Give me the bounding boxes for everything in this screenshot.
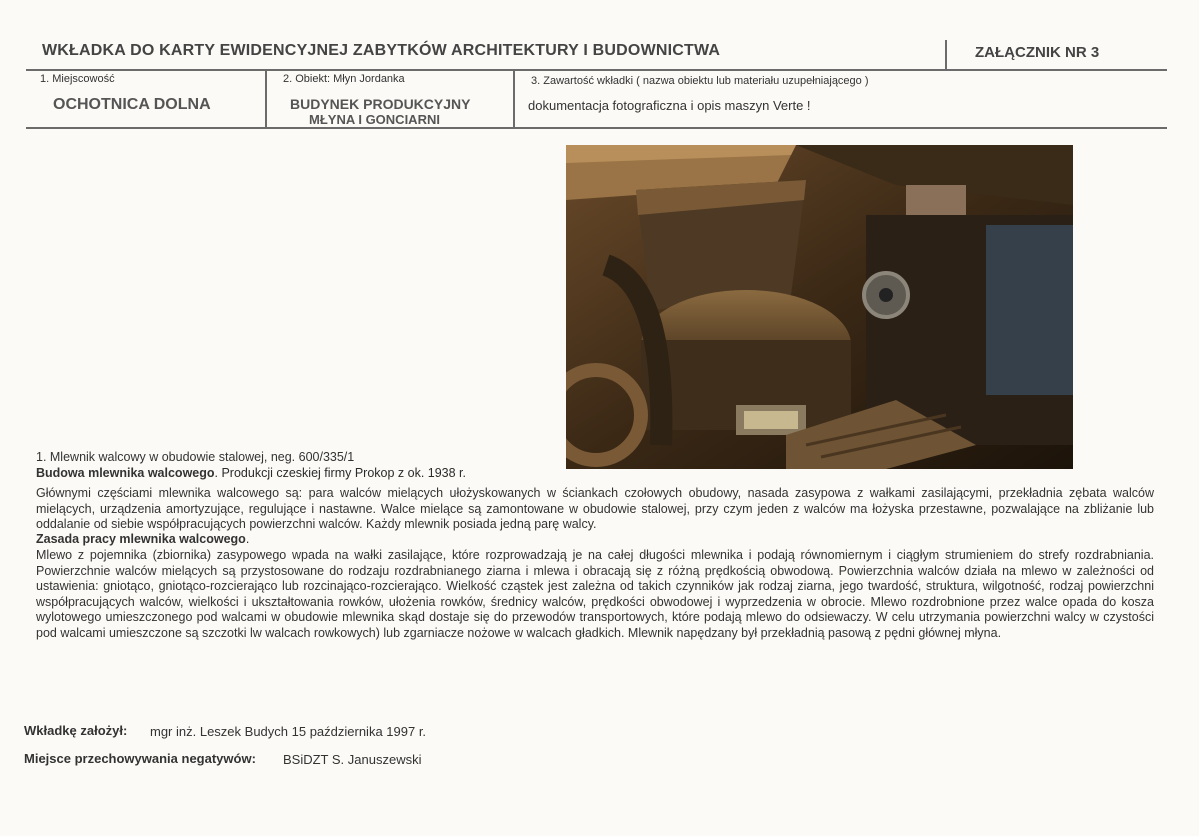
principle-heading (36, 532, 249, 546)
annex-number: ZAŁĄCZNIK NR 3 (975, 44, 1100, 61)
header-divider (945, 40, 947, 70)
construction-paragraph: Głównymi częściami mlewnika walcowego są: para walców mielących ułożyskowanych w ściankach czołowych obudowy, nasada zasypowa z wałkami zasilającymi, przekładnia zębata walców mielących, urządzenia amortyzujące, regulujące i nastawne. Walce mielące są zamontowane w obudowie stalowej, przy czym jeden z walców ma łożyska przestawne, pozwalające na zbliżanie lub oddalanie od siebie współpracujących powierzchni walców. Każdy mlewnik posiada jedną parę walcy. (36, 486, 1154, 532)
principle-heading-bold: Zasada pracy mlewnika walcowego (36, 532, 246, 546)
photo-roller-mill-icon (566, 145, 1073, 469)
construction-heading (36, 466, 466, 480)
document-title: WKŁADKA DO KARTY EWIDENCYJNEJ ZABYTKÓW ARCHITEKTURY I BUDOWNICTWA (42, 42, 721, 59)
object-value-line2: MŁYNA I GONCIARNI (309, 112, 440, 127)
roller-mill-photo (566, 145, 1073, 469)
principle-paragraph: Mlewo z pojemnika (zbiornika) zasypowego wpada na wałki zasilające, które rozprowadzają je na całej długości mlewnika i podają równomiernym i ciągłym strumieniem do strefy rozdrabniania. Powierzchnie walców mielących są przystosowane do rodzaju rozdrabnianego ziarna i mlewa i obracają się z różną prędkością obwodową. Powierzchnia walców działa na mlewo w zależności od ustawienia: gniotąco, gniotąco-rozcierająco lub rozcinająco-rozcierająco. Wielkość cząstek jest zależna od takich czynników jak rodzaj ziarna, jego twardość, struktura, wilgotność, rodzaj powierzchni współpracujących walców, wielkości i ukształtowania rowków, ułożenia rowków, średnicy walców, prędkości obwodowej i wyprzedzenia w obrocie. Mlewo rozdrobnione przez walce opada do kosza wylotowego umieszczonego pod walcami w obudowie mlewnika skąd dostaje się do przewodów transportowych, które podają mlewo do odsiewaczy. W celu utrzymania powierzchni walcy w czystości pod walcami umieszczone są szczotki lw walcach rowkowych) lub zgarniacze nożowe w walcach gładkich. Mlewnik napędzany był przekładnią pasową z pędni głównej młyna. (36, 548, 1154, 640)
storage-value: BSiDZT S. Januszewski (283, 752, 422, 767)
storage-label: Miejsce przechowywania negatywów: (24, 751, 256, 766)
locality-value: OCHOTNICA DOLNA (53, 96, 211, 113)
object-value-line1: BUDYNEK PRODUKCYJNY (290, 96, 471, 112)
content-label: 3. Zawartość wkładki ( nazwa obiektu lub materiału uzupełniającego ) (531, 75, 869, 87)
photo-caption: 1. Mlewnik walcowy w obudowie stalowej, neg. 600/335/1 (36, 450, 355, 464)
object-label: 2. Obiekt: Młyn Jordanka (283, 73, 405, 85)
header-top-rule (26, 69, 1167, 71)
author-value: mgr inż. Leszek Budych 15 października 1997 r. (150, 724, 427, 739)
principle-heading-rest: . (245, 532, 250, 546)
fields-bottom-rule (26, 127, 1167, 129)
field-divider-1 (265, 69, 267, 129)
field-divider-2 (513, 69, 515, 129)
locality-label: 1. Miejscowość (40, 73, 115, 85)
construction-heading-rest: . Produkcji czeskiej firmy Prokop z ok. 1938 r. (214, 466, 466, 480)
content-value: dokumentacja fotograficzna i opis maszyn Verte ! (528, 98, 811, 113)
author-label: Wkładkę założył: (24, 723, 128, 738)
construction-heading-bold: Budowa mlewnika walcowego (36, 466, 215, 480)
